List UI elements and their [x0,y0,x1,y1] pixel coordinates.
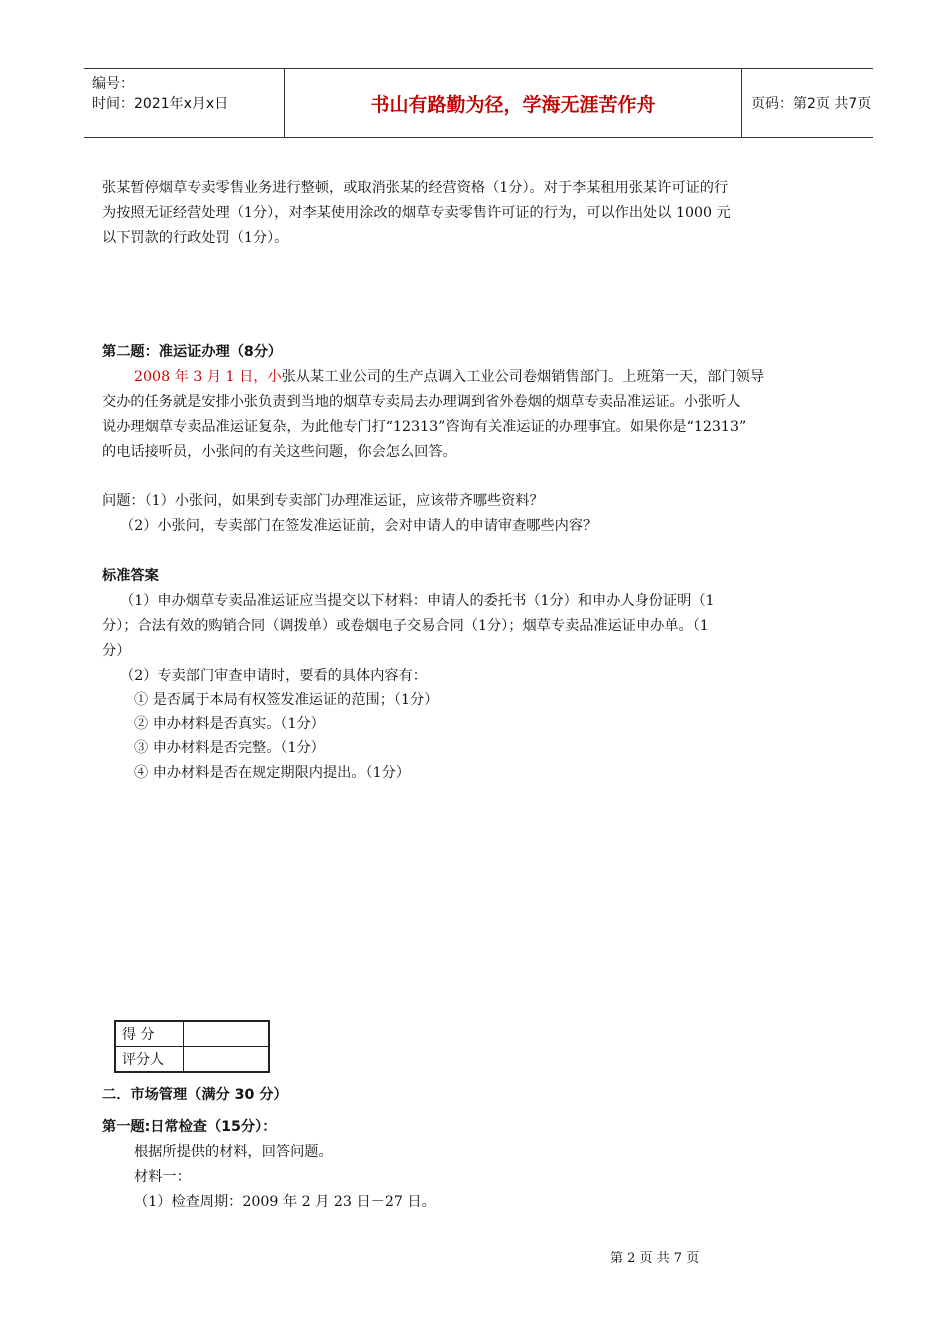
q2-line-4: 的电话接听员，小张问的有关这些问题，你会怎么回答。 [102,444,457,460]
q2-question-1: 问题：（1）小张问，如果到专卖部门办理准运证，应该带齐哪些资料？ [102,493,544,509]
header-page-label: 页码：第2页 共7页 [751,96,872,112]
grader-label: 评分人 [115,1047,184,1073]
q2-line-1 [134,365,764,389]
intro-line-3: 以下罚款的行政处罚（1分）。 [102,230,289,246]
answer2-item: ④ 申办材料是否在规定期限内提出。（1分） [134,765,411,781]
section2-line-3: （1）检查周期：2009 年 2 月 23 日－27 日。 [134,1194,436,1210]
answer2-intro: （2）专卖部门审查申请时，要看的具体内容有： [120,668,427,684]
q2-date: 2008 年 3 月 1 日，小 [134,369,282,385]
section2-q1-title: 第一题:日常检查（15分）： [102,1119,277,1135]
q2-line-3: 说办理烟草专卖品准运证复杂，为此他专门打“12313”咨询有关准运证的办理事宜。如果你是“12313” [102,419,747,435]
time-label: 时间：2021年x月x日 [92,96,229,112]
header-meta [84,69,284,137]
intro-line-1: 张某暂停烟草专卖零售业务进行整顿，或取消张某的经营资格（1分）。对于李某租用张某许可证的行 [102,180,729,196]
q2-title: 第二题：准运证办理（8分） [102,344,283,360]
header-motto: 书山有路勤为径，学海无涯苦作舟 [284,69,742,137]
page-header [84,68,873,138]
section2-line-1: 根据所提供的材料，回答问题。 [134,1144,333,1160]
q2-line-2: 交办的任务就是安排小张负责到当地的烟草专卖局去办理调到省外卷烟的烟草专卖品准运证。小张听人 [102,394,741,410]
answer1-line-3: 分） [102,643,131,659]
grader-cell[interactable] [184,1047,270,1073]
score-cell[interactable] [184,1021,270,1047]
score-table [114,1020,270,1073]
intro-line-2: 为按照无证经营处理（1分），对李某使用涂改的烟草专卖零售许可证的行为，可以作出处以 1000 元 [102,205,731,221]
code-label: 编号： [92,76,134,92]
q2-question-2: （2）小张问，专卖部门在签发准运证前，会对申请人的申请审查哪些内容？ [120,518,598,534]
answer2-item: ② 申办材料是否真实。（1分） [134,716,325,732]
answer1-line-2: 分）；合法有效的购销合同（调拨单）或卷烟电子交易合同（1分）；烟草专卖品准运证申办单。（1 [102,618,709,634]
answer2-item: ③ 申办材料是否完整。（1分） [134,740,325,756]
score-label: 得 分 [115,1021,184,1047]
answer2-item: ① 是否属于本局有权签发准运证的范围；（1分） [134,692,439,708]
answer1-line-1: （1）申办烟草专卖品准运证应当提交以下材料：申请人的委托书（1分）和申办人身份证明（1 [120,593,715,609]
page-footer: 第 2 页 共 7 页 [610,1251,700,1266]
answer-title: 标准答案 [102,568,159,584]
q2-line1-rest: 张从某工业公司的生产点调入工业公司卷烟销售部门。上班第一天，部门领导 [281,369,765,385]
section2-line-2: 材料一： [134,1169,191,1185]
section2-title: 二．市场管理（满分 30 分） [102,1087,288,1103]
